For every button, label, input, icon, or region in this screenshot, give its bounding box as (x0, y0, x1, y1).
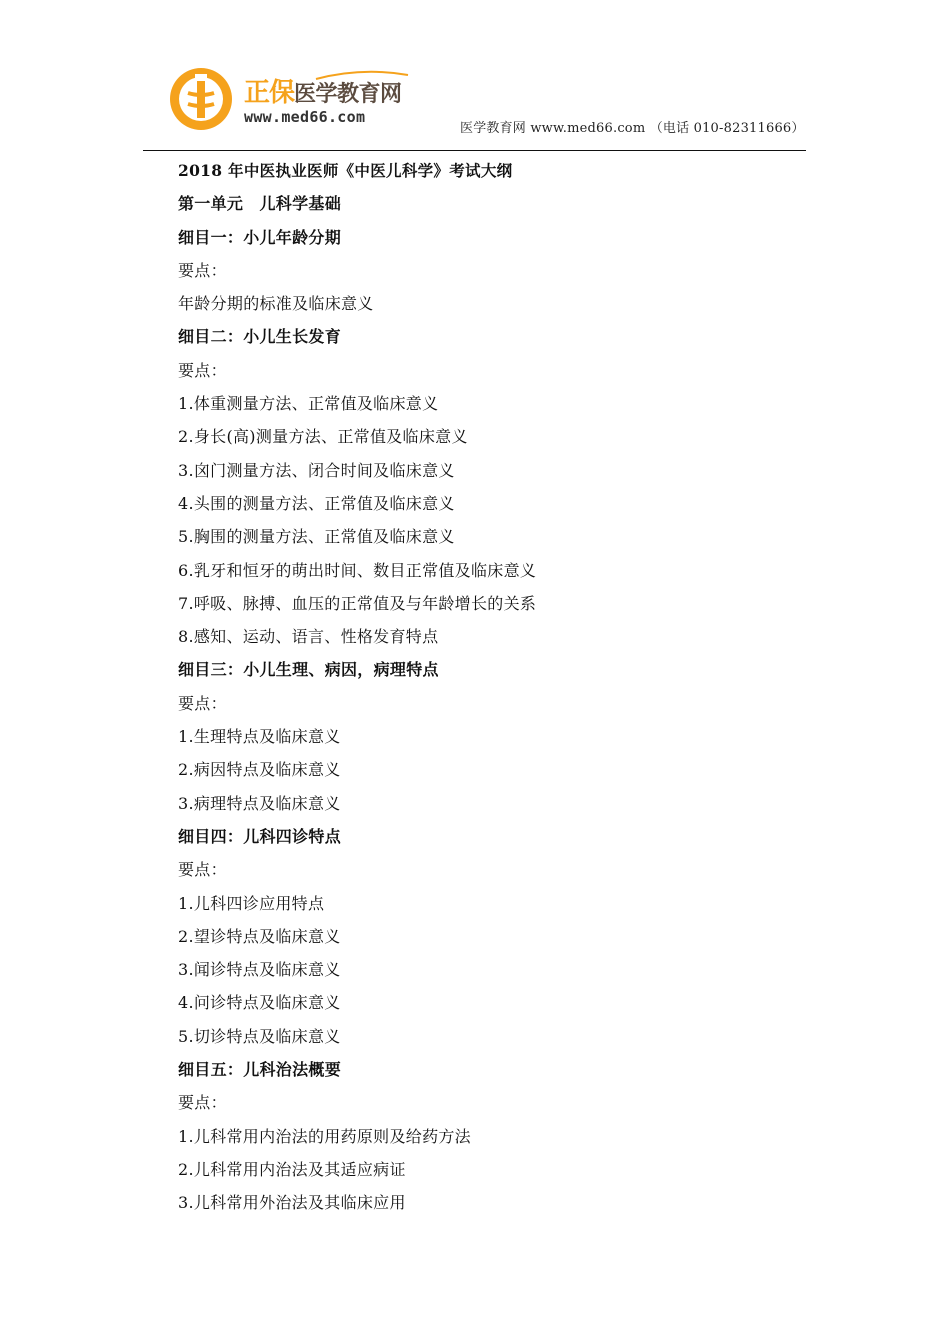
section-heading: 细目五：儿科治法概要 (178, 1060, 342, 1080)
section-3 (178, 653, 798, 819)
list-item: 4.头围的测量方法、正常值及临床意义 (178, 493, 455, 513)
header-divider (143, 150, 806, 151)
list-item: 8.感知、运动、语言、性格发育特点 (178, 627, 439, 647)
document-title: 2018 年中医执业医师《中医儿科学》考试大纲 (178, 161, 513, 180)
document-body (178, 154, 798, 1220)
points-label: 要点： (178, 1093, 227, 1113)
list-item: 1.体重测量方法、正常值及临床意义 (178, 394, 439, 414)
section-2 (178, 320, 798, 653)
brand-name-secondary: 医学教育网 (294, 82, 402, 107)
list-item: 3.病理特点及临床意义 (178, 793, 341, 813)
section-heading: 细目二：小儿生长发育 (178, 327, 342, 347)
logo-url-text: www.med66.com (244, 108, 366, 126)
brand-logo[interactable] (168, 66, 418, 132)
section-1 (178, 221, 798, 321)
section-4 (178, 820, 798, 1053)
section-heading: 细目三：小儿生理、病因，病理特点 (178, 660, 439, 680)
points-label: 要点： (178, 360, 227, 380)
page-header (0, 0, 950, 153)
brand-swoosh-icon (314, 69, 410, 81)
section-heading: 细目一：小儿年龄分期 (178, 227, 342, 247)
list-item: 5.切诊特点及临床意义 (178, 1026, 341, 1046)
list-item: 3.儿科常用外治法及其临床应用 (178, 1193, 406, 1213)
unit-heading: 第一单元 儿科学基础 (178, 194, 342, 214)
medical-cross-logo-icon (168, 66, 234, 132)
brand-name-primary: 正保 (244, 78, 295, 108)
list-item: 3.囟门测量方法、闭合时间及临床意义 (178, 460, 455, 480)
list-item: 1.儿科常用内治法的用药原则及给药方法 (178, 1126, 471, 1146)
section-heading: 细目四：儿科四诊特点 (178, 826, 342, 846)
list-item: 2.望诊特点及临床意义 (178, 926, 341, 946)
list-item: 2.病因特点及临床意义 (178, 760, 341, 780)
list-item: 3.闻诊特点及临床意义 (178, 960, 341, 980)
points-label: 要点： (178, 693, 227, 713)
list-item: 4.问诊特点及临床意义 (178, 993, 341, 1013)
list-item: 6.乳牙和恒牙的萌出时间、数目正常值及临床意义 (178, 560, 537, 580)
list-item: 2.儿科常用内治法及其适应病证 (178, 1159, 406, 1179)
list-item: 1.生理特点及临床意义 (178, 727, 341, 747)
points-label: 要点： (178, 860, 227, 880)
section-5 (178, 1053, 798, 1219)
list-item: 1.儿科四诊应用特点 (178, 893, 325, 913)
list-item: 2.身长(高)测量方法、正常值及临床意义 (178, 427, 468, 447)
list-item: 5.胸围的测量方法、正常值及临床意义 (178, 527, 455, 547)
header-contact-info: 医学教育网 www.med66.com （电话 010-82311666） (460, 121, 805, 136)
list-item: 7.呼吸、脉搏、血压的正常值及与年龄增长的关系 (178, 593, 537, 613)
points-label: 要点： (178, 260, 227, 280)
list-item: 年龄分期的标准及临床意义 (178, 294, 374, 314)
